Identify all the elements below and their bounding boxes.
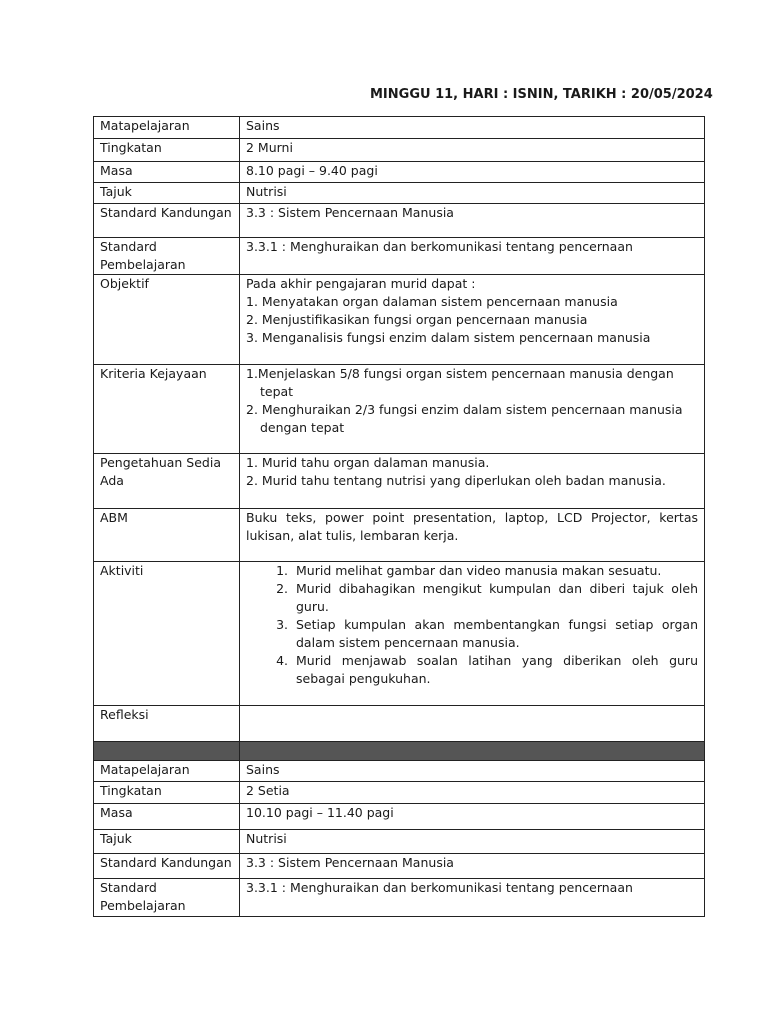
row-standard-kandungan-2 [94, 854, 705, 879]
row-standard-pembelajaran-2 [94, 879, 705, 917]
page-header: MINGGU 11, HARI : ISNIN, TARIKH : 20/05/2024 [370, 87, 713, 102]
value-standard-kandungan: 3.3 : Sistem Pencernaan Manusia [240, 204, 705, 238]
label-tajuk: Tajuk [94, 183, 240, 204]
row-masa [94, 162, 705, 183]
value-aktiviti [240, 562, 705, 706]
row-tingkatan [94, 139, 705, 162]
value-tajuk: Nutrisi [240, 183, 705, 204]
row-tajuk [94, 183, 705, 204]
separator-row [94, 742, 705, 761]
label-pengetahuan-sedia-ada: Pengetahuan Sedia Ada [94, 454, 240, 509]
list-item: 1. Murid melihat gambar dan video manusia makan sesuatu. [292, 562, 698, 580]
label-aktiviti: Aktiviti [94, 562, 240, 706]
separator-cell [94, 742, 240, 761]
label-refleksi: Refleksi [94, 706, 240, 742]
label-tingkatan: Tingkatan [94, 139, 240, 162]
aktiviti-list [246, 562, 698, 688]
label-matapelajaran: Matapelajaran [94, 761, 240, 782]
label-standard-kandungan: Standard Kandungan [94, 854, 240, 879]
row-pengetahuan-sedia-ada [94, 454, 705, 509]
value-tingkatan: 2 Setia [240, 782, 705, 804]
list-item: 3. Setiap kumpulan akan membentangkan fungsi setiap organ dalam sistem pencernaan manusia. [292, 616, 698, 652]
value-abm: Buku teks, power point presentation, laptop, LCD Projector, kertas lukisan, alat tulis, lembaran kerja. [240, 509, 705, 562]
value-kriteria-kejayaan [240, 365, 705, 454]
list-item: 4. Murid menjawab soalan latihan yang diberikan oleh guru sebagai pengukuhan. [292, 652, 698, 688]
label-masa: Masa [94, 162, 240, 183]
row-tajuk-2 [94, 830, 705, 854]
row-standard-kandungan [94, 204, 705, 238]
value-standard-kandungan: 3.3 : Sistem Pencernaan Manusia [240, 854, 705, 879]
row-refleksi [94, 706, 705, 742]
list-item: 2. Murid tahu tentang nutrisi yang diperlukan oleh badan manusia. [246, 473, 666, 488]
label-matapelajaran: Matapelajaran [94, 117, 240, 139]
label-standard-kandungan: Standard Kandungan [94, 204, 240, 238]
row-objektif [94, 275, 705, 365]
objektif-intro: Pada akhir pengajaran murid dapat : [246, 276, 476, 291]
label-standard-pembelajaran: Standard Pembelajaran [94, 238, 240, 275]
label-abm: ABM [94, 509, 240, 562]
label-kriteria-kejayaan: Kriteria Kejayaan [94, 365, 240, 454]
list-item: 2. Murid dibahagikan mengikut kumpulan dan diberi tajuk oleh guru. [292, 580, 698, 616]
list-item: 1.Menjelaskan 5/8 fungsi organ sistem pencernaan manusia dengan tepat [246, 366, 674, 399]
lesson-plan-table [93, 116, 705, 917]
value-tajuk: Nutrisi [240, 830, 705, 854]
value-standard-pembelajaran: 3.3.1 : Menghuraikan dan berkomunikasi tentang pencernaan [240, 879, 705, 917]
row-aktiviti [94, 562, 705, 706]
label-masa: Masa [94, 804, 240, 830]
list-item: 3. Menganalisis fungsi enzim dalam sistem pencernaan manusia [246, 330, 651, 345]
value-tingkatan: 2 Murni [240, 139, 705, 162]
label-tingkatan: Tingkatan [94, 782, 240, 804]
kriteria-list [246, 365, 698, 437]
objektif-list [246, 293, 698, 347]
value-objektif [240, 275, 705, 365]
row-standard-pembelajaran [94, 238, 705, 275]
value-masa: 8.10 pagi – 9.40 pagi [240, 162, 705, 183]
row-tingkatan-2 [94, 782, 705, 804]
label-tajuk: Tajuk [94, 830, 240, 854]
list-item: 1. Menyatakan organ dalaman sistem pencernaan manusia [246, 294, 618, 309]
row-abm [94, 509, 705, 562]
row-matapelajaran [94, 117, 705, 139]
row-matapelajaran-2 [94, 761, 705, 782]
list-item: 2. Menghuraikan 2/3 fungsi enzim dalam sistem pencernaan manusia dengan tepat [246, 402, 683, 435]
list-item: 1. Murid tahu organ dalaman manusia. [246, 455, 490, 470]
value-masa: 10.10 pagi – 11.40 pagi [240, 804, 705, 830]
list-item: 2. Menjustifikasikan fungsi organ pencernaan manusia [246, 312, 588, 327]
value-refleksi [240, 706, 705, 742]
label-objektif: Objektif [94, 275, 240, 365]
value-matapelajaran: Sains [240, 117, 705, 139]
value-pengetahuan-sedia-ada [240, 454, 705, 509]
pengetahuan-list [246, 454, 698, 490]
row-masa-2 [94, 804, 705, 830]
value-matapelajaran: Sains [240, 761, 705, 782]
row-kriteria-kejayaan [94, 365, 705, 454]
value-standard-pembelajaran: 3.3.1 : Menghuraikan dan berkomunikasi tentang pencernaan [240, 238, 705, 275]
separator-cell [240, 742, 705, 761]
label-standard-pembelajaran: Standard Pembelajaran [94, 879, 240, 917]
